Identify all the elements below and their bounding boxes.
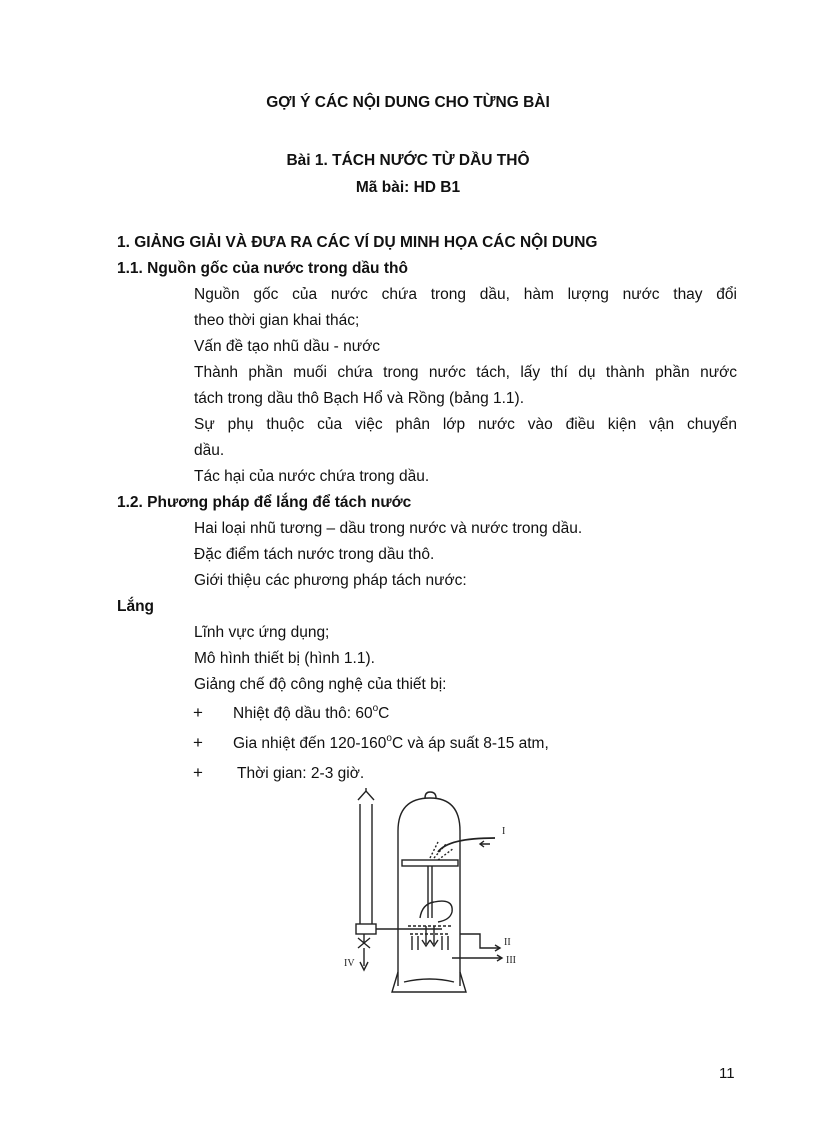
bullet-symbol: + [193, 733, 203, 752]
top-nozzle [425, 792, 436, 798]
sub12-p3: Giới thiệu các phương pháp tách nước: [194, 572, 467, 589]
bullet-3-text: Thời gian: 2-3 giờ. [237, 765, 365, 782]
bullet-2-post: C và áp suất 8-15 atm, [391, 735, 549, 752]
outlet-2-pipe [460, 934, 500, 948]
subsection-1-1-heading: 1.1. Nguồn gốc của nước trong dầu thô [117, 260, 408, 277]
distributor-plate [402, 860, 458, 866]
bullet-1-pre: Nhiệt độ dầu thô: 60 [233, 705, 373, 722]
label-drain: IV [344, 958, 355, 969]
bullet-1-post: C [378, 705, 390, 722]
spray-lines [430, 842, 454, 860]
degree-sup: o [372, 702, 379, 714]
bullet-2-text [233, 734, 549, 754]
valve-icon [358, 934, 370, 966]
vessel-skirt [392, 972, 466, 992]
subsection-1-2-heading: 1.2. Phương pháp để lắng để tách nước [117, 494, 412, 511]
riser-top-arrow [358, 791, 374, 800]
sub11-p1-line1: Nguồn gốc của nước chứa trong dầu, hàm lượng nước thay đổi [194, 286, 737, 303]
sub11-p2: Vấn đề tạo nhũ dầu - nước [194, 338, 380, 355]
section-1-heading: 1. GIẢNG GIẢI VÀ ĐƯA RA CÁC VÍ DỤ MINH HỌA CÁC NỘI DUNG [117, 234, 598, 251]
degree-sup: o [386, 732, 392, 744]
lesson-title: Bài 1. TÁCH NƯỚC TỪ DẦU THÔ [286, 152, 530, 169]
inlet-pipe [438, 838, 495, 852]
sub11-p5: Tác hại của nước chứa trong dầu. [194, 468, 430, 485]
lesson-code: Mã bài: HD B1 [355, 179, 461, 196]
label-inlet: I [502, 826, 506, 837]
sub12-p2: Đặc điểm tách nước trong dầu thô. [194, 546, 435, 563]
sub11-p4-line1: Sự phụ thuộc của việc phân lớp nước vào điều kiện vận chuyển [194, 416, 737, 433]
connector-box [356, 924, 376, 934]
sub11-p3-line1: Thành phần muối chứa trong nước tách, lấy thí dụ thành phần nước [194, 364, 737, 381]
sub12-p1: Hai loại nhũ tương – dầu trong nước và nước trong dầu. [194, 520, 583, 537]
page-number: 11 [719, 1065, 735, 1082]
bullet-symbol: + [193, 763, 203, 782]
settling-heading: Lắng [117, 598, 155, 615]
left-riser-pipe [360, 804, 372, 924]
sub11-p1-line2: theo thời gian khai thác; [194, 312, 360, 329]
sub11-p4-line2: dầu. [194, 442, 225, 459]
sub11-p3-line2: tách trong dầu thô Bạch Hổ và Rồng (bảng 1.1). [194, 390, 525, 407]
inlet-arrow [480, 841, 490, 847]
label-outlet-2: II [504, 937, 511, 948]
settling-p3: Giảng chế độ công nghệ của thiết bị: [194, 676, 447, 693]
settling-p1: Lĩnh vực ứng dụng; [194, 624, 330, 641]
settling-p2: Mô hình thiết bị (hình 1.1). [194, 650, 375, 667]
bullet-2-pre: Gia nhiệt đến 120-160 [233, 735, 387, 752]
internal-baffle [420, 901, 452, 922]
page-title: GỢI Ý CÁC NỘI DUNG CHO TỪNG BÀI [266, 94, 550, 111]
bullet-symbol: + [193, 703, 203, 722]
label-outlet-3: III [506, 955, 516, 966]
vessel-body [398, 798, 460, 986]
settling-tank-diagram [330, 786, 525, 1001]
bullet-1-text [233, 704, 389, 724]
